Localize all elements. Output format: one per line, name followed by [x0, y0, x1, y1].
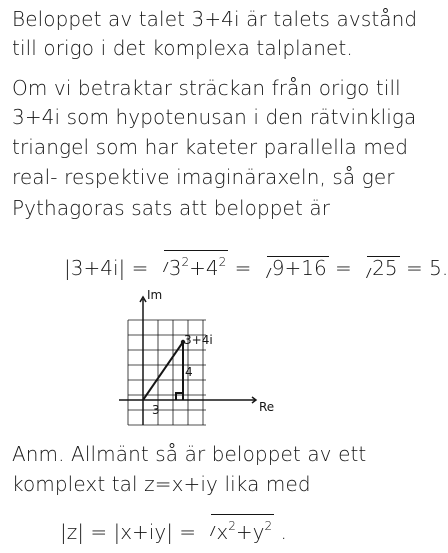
paragraph-line-2: till origo i det komplexa talplanet. — [12, 36, 353, 60]
paragraph-line-1: Beloppet av talet 3+4i är talets avstånd — [12, 7, 418, 31]
general-equals-sign-1: = — [90, 520, 108, 544]
general-formula-end: . — [280, 520, 287, 544]
sqrt-value: 25 — [372, 256, 398, 280]
general-sqrt-y: y — [252, 520, 265, 544]
general-formula-middle: |x+iy| — [113, 520, 173, 544]
point-label: 3+4i — [184, 333, 213, 347]
sqrt-part-b: 4 — [205, 256, 219, 280]
paragraph-line-9: komplext tal z=x+iy lika med — [12, 472, 311, 496]
triangle — [143, 342, 183, 400]
general-sqrt-exponent-y: 2 — [264, 519, 273, 533]
equals-sign-3: = — [335, 256, 352, 280]
paragraph-line-5: triangel som har kateter parallella med — [12, 135, 409, 159]
paragraph-line-4: 3+4i som hypotenusan i den rätvinkliga — [12, 105, 417, 129]
sqrt-sum: 9+16 — [271, 256, 327, 280]
real-axis-label: Re — [259, 400, 275, 414]
general-formula-lhs: |z| — [60, 520, 84, 544]
general-equals-sign-2: = — [179, 520, 197, 544]
general-sqrt-exponent-x: 2 — [228, 519, 236, 533]
equals-sign-1: = — [131, 256, 149, 280]
equals-sign-4: = — [405, 256, 423, 280]
general-absolute-value-formula — [60, 513, 286, 543]
paragraph-line-8: Anm. Allmänt så är beloppet av ett — [12, 442, 367, 466]
general-sqrt-x: x — [216, 520, 229, 544]
square-root-expression-2 — [260, 255, 327, 281]
equals-sign-2: = — [234, 256, 252, 280]
sqrt-plus: + — [189, 256, 206, 280]
formula-result: 5. — [429, 256, 448, 280]
axes — [119, 297, 256, 425]
paragraph-line-3: Om vi betraktar sträckan från origo till — [12, 76, 401, 100]
horizontal-leg-label: 3 — [152, 403, 160, 417]
general-square-root-expression — [204, 513, 272, 545]
square-root-expression-3 — [360, 255, 397, 281]
formula-lhs: |3+4i| — [64, 256, 126, 280]
complex-plane-graph — [119, 285, 291, 429]
paragraph-line-7: Pythagoras sats att beloppet är — [12, 196, 331, 220]
vertical-leg-label: 4 — [185, 365, 193, 379]
sqrt-exponent-b: 2 — [218, 255, 227, 269]
absolute-value-formula — [64, 249, 448, 280]
imaginary-axis-label: Im — [147, 288, 163, 302]
square-root-expression-1 — [157, 249, 227, 281]
sqrt-exponent-a: 2 — [181, 255, 190, 269]
sqrt-part-a: 3 — [168, 256, 182, 280]
general-sqrt-plus: + — [235, 520, 253, 544]
paragraph-line-6: real- respektive imaginäraxeln, så ger — [12, 165, 395, 189]
